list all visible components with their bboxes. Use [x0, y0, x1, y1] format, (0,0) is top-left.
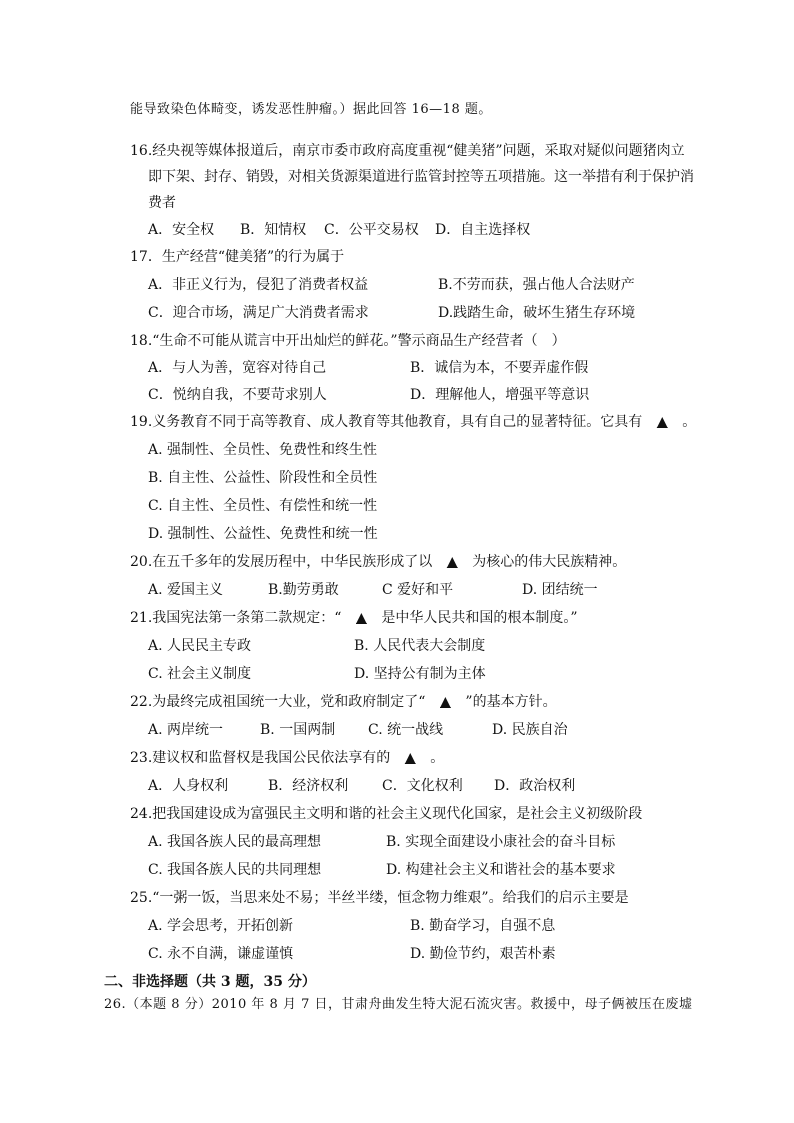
- q23-stem-end: 。: [430, 750, 445, 766]
- q16-stem-line1: 16.经央视等媒体报道后，南京市委市政府高度重视“健美猪”问题，采取对疑似问题猪肉立: [130, 143, 685, 159]
- q17-option-b: B.不劳而获，强占他人合法财产: [438, 277, 635, 293]
- q19-option-c: C. 自主性、全员性、有偿性和统一性: [148, 498, 378, 514]
- answer-blank: ▲: [440, 694, 451, 710]
- q21-option-c: C. 社会主义制度: [148, 666, 252, 682]
- q25-stem: 25.“一粥一饭，当思来处不易；半丝半缕，恒念物力维艰”。给我们的启示主要是: [130, 890, 629, 906]
- q16-stem-line3: 费者: [148, 195, 176, 211]
- intro-tail: 能导致染色体畸变，诱发恶性肿瘤。）据此回答 16—18 题。: [130, 102, 492, 117]
- q19-option-b: B. 自主性、公益性、阶段性和全员性: [148, 470, 378, 486]
- q22-stem-end: ”的基本方针。: [465, 694, 557, 710]
- q24-option-d: D. 构建社会主义和谐社会的基本要求: [386, 862, 616, 878]
- q23-option-a: A．人身权利: [148, 778, 229, 794]
- q20-option-b: B.勤劳勇敢: [268, 582, 339, 598]
- q20-stem: [130, 553, 626, 571]
- q23-stem: [130, 749, 444, 767]
- section-two-heading: 二、非选择题（共 3 题，35 分）: [104, 974, 316, 990]
- q16-stem-line2: 即下架、封存、销毁，对相关货源渠道进行监管封控等五项措施。这一举措有利于保护消: [148, 169, 694, 185]
- answer-blank: ▲: [356, 610, 367, 626]
- q19-stem: [130, 413, 696, 431]
- q22-option-b: B. 一国两制: [260, 722, 336, 738]
- q18-option-c: C．悦纳自我，不要苛求别人: [148, 387, 327, 403]
- q22-option-c: C. 统一战线: [368, 722, 444, 738]
- q20-stem-text: 20.在五千多年的发展历程中，中华民族形成了以: [130, 554, 433, 570]
- q25-option-a: A. 学会思考，开拓创新: [148, 918, 294, 934]
- q21-stem: [130, 609, 578, 627]
- q17-option-c: C．迎合市场，满足广大消费者需求: [148, 305, 369, 321]
- q17-stem: 17．生产经营“健美猪”的行为属于: [130, 249, 345, 265]
- q24-stem: 24.把我国建设成为富强民主文明和谐的社会主义现代化国家，是社会主义初级阶段: [130, 806, 643, 822]
- q16-option-a: A．安全权: [148, 222, 215, 238]
- q17-option-a: A．非正义行为，侵犯了消费者权益: [148, 277, 369, 293]
- q20-option-a: A. 爱国主义: [148, 582, 224, 598]
- q24-option-c: C. 我国各族人民的共同理想: [148, 862, 322, 878]
- q23-option-b: B．经济权利: [268, 778, 349, 794]
- q23-option-c: C．文化权利: [382, 778, 463, 794]
- q26-line: 26.（本题 8 分）2010 年 8 月 7 日，甘肃舟曲发生特大泥石流灾害。救援中，母子俩被压在废墟: [104, 997, 693, 1012]
- q21-option-b: B. 人民代表大会制度: [354, 638, 486, 654]
- q25-option-b: B. 勤奋学习，自强不息: [410, 918, 556, 934]
- q21-stem-end: 是中华人民共和国的根本制度。”: [381, 610, 578, 626]
- answer-blank: ▲: [446, 554, 458, 570]
- q17-option-d: D.践踏生命，破坏生猪生存环境: [438, 305, 636, 321]
- q25-option-c: C. 永不自满，谦虚谨慎: [148, 946, 294, 962]
- q18-option-a: A．与人为善，宽容对待自己: [148, 360, 327, 376]
- q22-stem: [130, 693, 557, 711]
- q24-option-a: A. 我国各族人民的最高理想: [148, 834, 322, 850]
- q16-option-b: B．知情权: [240, 222, 307, 238]
- q19-stem-text: 19.义务教育不同于高等教育、成人教育等其他教育，具有自己的显著特征。它具有: [130, 414, 643, 430]
- q21-option-d: D. 坚持公有制为主体: [354, 666, 486, 682]
- answer-blank: ▲: [404, 750, 416, 766]
- q25-option-d: D. 勤俭节约，艰苦朴素: [410, 946, 556, 962]
- answer-blank: ▲: [656, 414, 668, 430]
- q16-option-c: C．公平交易权: [324, 222, 419, 238]
- q19-option-d: D. 强制性、公益性、免费性和统一性: [148, 526, 378, 542]
- q20-option-d: D. 团结统一: [522, 582, 598, 598]
- q23-stem-text: 23.建议权和监督权是我国公民依法享有的: [130, 750, 391, 766]
- q19-option-a: A. 强制性、全员性、免费性和终生性: [148, 442, 378, 458]
- q22-option-a: A. 两岸统一: [148, 722, 224, 738]
- q23-option-d: D．政治权利: [494, 778, 576, 794]
- q18-option-d: D．理解他人，增强平等意识: [410, 387, 590, 403]
- q18-option-b: B．诚信为本，不要弄虚作假: [410, 360, 589, 376]
- q18-stem: 18.“生命不可能从谎言中开出灿烂的鲜花。”警示商品生产经营者（ ）: [130, 333, 566, 349]
- q20-stem-end: 为核心的伟大民族精神。: [472, 554, 627, 570]
- q19-stem-end: 。: [682, 414, 697, 430]
- q16-option-d: D．自主选择权: [435, 222, 531, 238]
- q22-stem-text: 22.为最终完成祖国统一大业，党和政府制定了“: [130, 694, 426, 710]
- q24-option-b: B. 实现全面建设小康社会的奋斗目标: [386, 834, 616, 850]
- q22-option-d: D. 民族自治: [492, 722, 568, 738]
- q21-option-a: A. 人民民主专政: [148, 638, 252, 654]
- q21-stem-text: 21.我国宪法第一条第二款规定：“: [130, 610, 342, 626]
- q20-option-c: C 爱好和平: [382, 582, 454, 598]
